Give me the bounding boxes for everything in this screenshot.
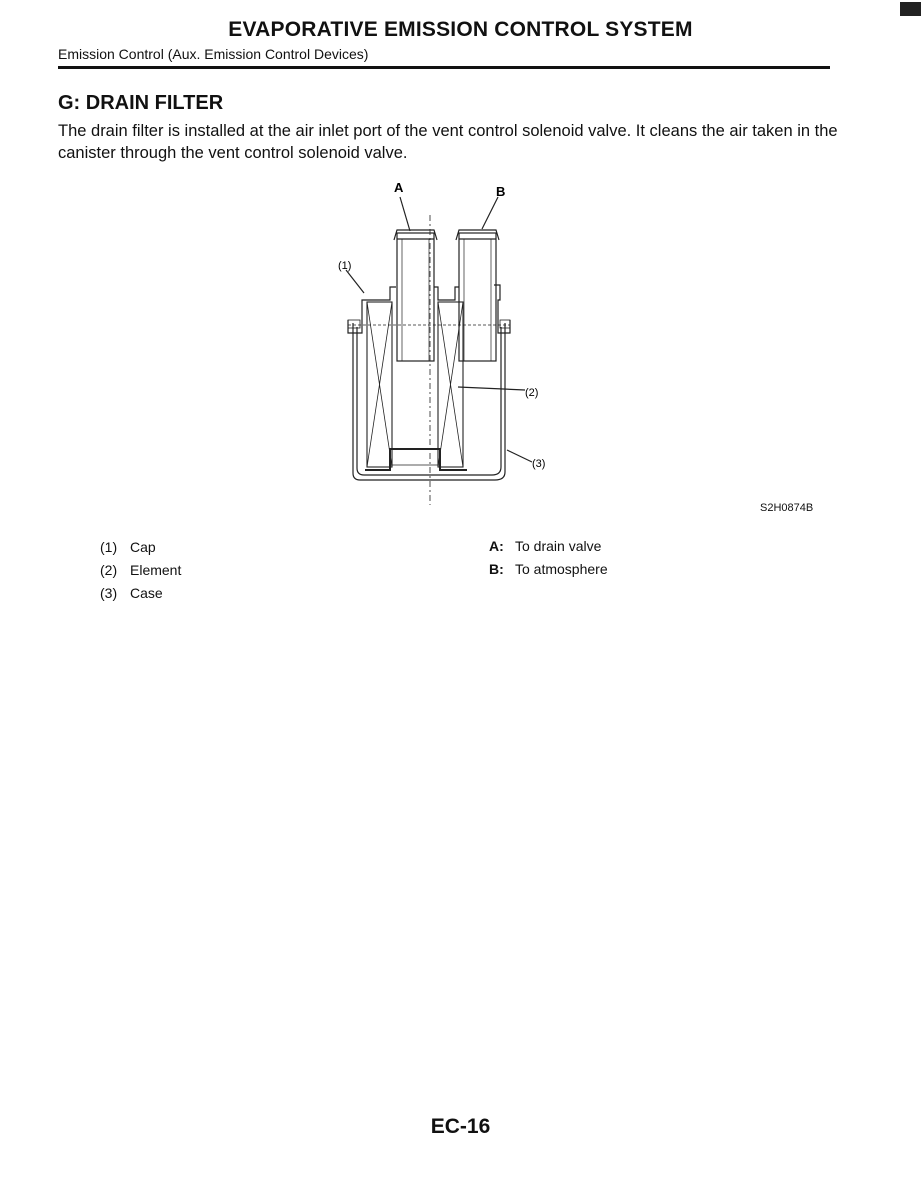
section-heading: G: DRAIN FILTER bbox=[58, 92, 224, 114]
section-body: The drain filter is installed at the air inlet port of the vent control solenoid valve. It cleans the air taken in the canister through the vent control solenoid valve. bbox=[58, 122, 838, 162]
legend-key: (1) bbox=[100, 539, 118, 555]
legend-lettered bbox=[489, 536, 608, 582]
legend-item bbox=[489, 536, 608, 559]
legend-item bbox=[100, 537, 181, 560]
tube-a bbox=[397, 233, 434, 361]
legend-key: B: bbox=[489, 561, 504, 577]
callout-3: (3) bbox=[532, 458, 546, 470]
legend-numbered bbox=[100, 537, 181, 606]
page-subtitle: Emission Control (Aux. Emission Control Devices) bbox=[58, 46, 369, 62]
legend-label: Case bbox=[130, 585, 163, 601]
leader-2 bbox=[458, 387, 525, 390]
page-number: EC-16 bbox=[430, 1115, 491, 1138]
corner-tab-mark bbox=[900, 2, 921, 16]
legend-key: (3) bbox=[100, 585, 118, 601]
callout-a: A bbox=[394, 180, 404, 195]
leader-b bbox=[482, 197, 498, 229]
legend-key: A: bbox=[489, 538, 504, 554]
legend-item bbox=[489, 559, 608, 582]
legend-label: To drain valve bbox=[515, 538, 602, 554]
page-title: EVAPORATIVE EMISSION CONTROL SYSTEM bbox=[228, 18, 693, 41]
legend-label: Element bbox=[130, 562, 182, 578]
tube-b bbox=[459, 233, 496, 361]
legend-item bbox=[100, 560, 181, 583]
callout-b: B bbox=[496, 184, 506, 199]
callout-2: (2) bbox=[525, 387, 539, 399]
leader-1 bbox=[346, 270, 364, 293]
callout-1: (1) bbox=[338, 260, 352, 272]
leader-a bbox=[400, 197, 410, 231]
figure-id: S2H0874B bbox=[760, 502, 814, 514]
legend-label: Cap bbox=[130, 539, 156, 555]
legend-item bbox=[100, 583, 181, 606]
leader-3 bbox=[507, 450, 532, 462]
header-divider bbox=[58, 66, 830, 69]
drain-filter-diagram bbox=[310, 175, 570, 510]
legend-label: To atmosphere bbox=[515, 561, 608, 577]
legend-key: (2) bbox=[100, 562, 118, 578]
